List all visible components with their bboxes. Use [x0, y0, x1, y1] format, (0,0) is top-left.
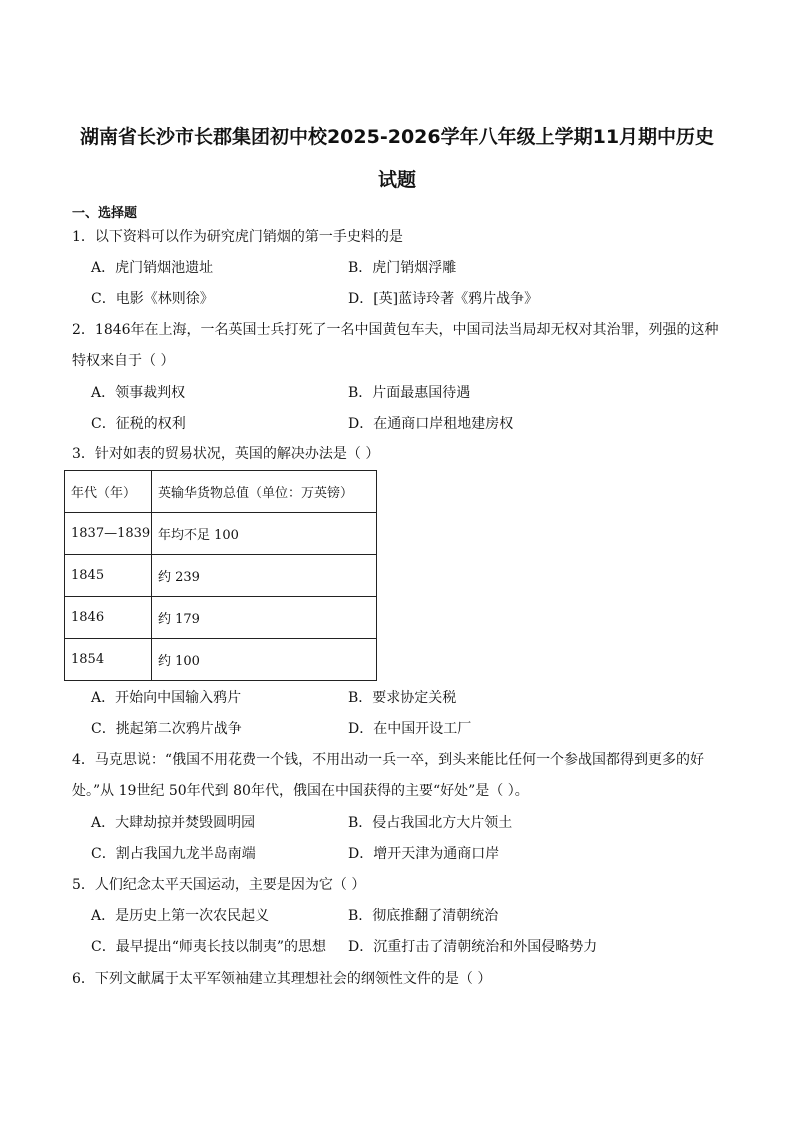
table-cell-year: 1837—1839 — [65, 513, 152, 555]
q3-option-d[interactable]: D．在中国开设工厂 — [348, 721, 472, 737]
table-row — [65, 597, 377, 639]
table-cell-value: 约 239 — [152, 555, 377, 597]
question-1: 1．以下资料可以作为研究虎门销烟的第一手史料的是 — [72, 229, 403, 245]
q2-option-c[interactable]: C．征税的权利 — [91, 416, 186, 432]
q1-option-c[interactable]: C．电影《林则徐》 — [91, 291, 214, 307]
q3-option-c[interactable]: C．挑起第二次鸦片战争 — [91, 721, 242, 737]
exam-title-line2: 试题 — [377, 169, 416, 191]
table-cell-year: 1846 — [65, 597, 152, 639]
q4-option-c[interactable]: C．割占我国九龙半岛南端 — [91, 846, 256, 862]
question-3: 3．针对如表的贸易状况，英国的解决办法是（ ） — [72, 446, 380, 462]
section-heading: 一、选择题 — [72, 206, 138, 221]
q5-option-a[interactable]: A．是历史上第一次农民起义 — [91, 908, 270, 924]
q3-option-b[interactable]: B．要求协定关税 — [348, 690, 457, 706]
question-6: 6．下列文献属于太平军领袖建立其理想社会的纲领性文件的是（ ） — [72, 971, 492, 987]
q1-option-d[interactable]: D．[英]蓝诗玲著《鸦片战争》 — [348, 291, 539, 307]
table-header-row — [65, 471, 377, 513]
table-row — [65, 639, 377, 681]
q3-option-a[interactable]: A．开始向中国输入鸦片 — [91, 690, 242, 706]
q1-option-b[interactable]: B．虎门销烟浮雕 — [348, 260, 457, 276]
table-row — [65, 513, 377, 555]
table-cell-year: 1854 — [65, 639, 152, 681]
q5-option-b[interactable]: B．彻底推翻了清朝统治 — [348, 908, 499, 924]
q4-option-a[interactable]: A．大肆劫掠并焚毁圆明园 — [91, 815, 256, 831]
table-row — [65, 555, 377, 597]
q5-option-c[interactable]: C．最早提出“师夷长技以制夷”的思想 — [91, 939, 327, 955]
table-header-year: 年代（年） — [65, 471, 152, 513]
exam-title-line1: 湖南省长沙市长郡集团初中校2025-2026学年八年级上学期11月期中历史 — [79, 126, 715, 148]
table-cell-value: 约 100 — [152, 639, 377, 681]
q2-option-a[interactable]: A．领事裁判权 — [91, 385, 186, 401]
table-cell-year: 1845 — [65, 555, 152, 597]
q2-option-b[interactable]: B．片面最惠国待遇 — [348, 385, 471, 401]
table-cell-value: 年均不足 100 — [152, 513, 377, 555]
question-2: 2．1846年在上海，一名英国士兵打死了一名中国黄包车夫，中国司法当局却无权对其治罪，列强的这种特权来自于（ ） — [72, 322, 719, 369]
q5-option-d[interactable]: D．沉重打击了清朝统治和外国侵略势力 — [348, 939, 598, 955]
question-5: 5．人们纪念太平天国运动，主要是因为它（ ） — [72, 877, 366, 893]
table-header-value: 英输华货物总值（单位：万英镑） — [152, 471, 377, 513]
table-cell-value: 约 179 — [152, 597, 377, 639]
q2-option-d[interactable]: D．在通商口岸租地建房权 — [348, 416, 514, 432]
q4-option-b[interactable]: B．侵占我国北方大片领土 — [348, 815, 513, 831]
q4-option-d[interactable]: D．增开天津为通商口岸 — [348, 846, 500, 862]
q1-option-a[interactable]: A．虎门销烟池遗址 — [91, 260, 214, 276]
trade-table — [64, 470, 377, 681]
question-4: 4．马克思说：“俄国不用花费一个钱，不用出动一兵一卒，到头来能比任何一个参战国都得到更多的好处。”从 19世纪 50年代到 80年代，俄国在中国获得的主要“好处”是（ ）。 — [72, 752, 705, 799]
